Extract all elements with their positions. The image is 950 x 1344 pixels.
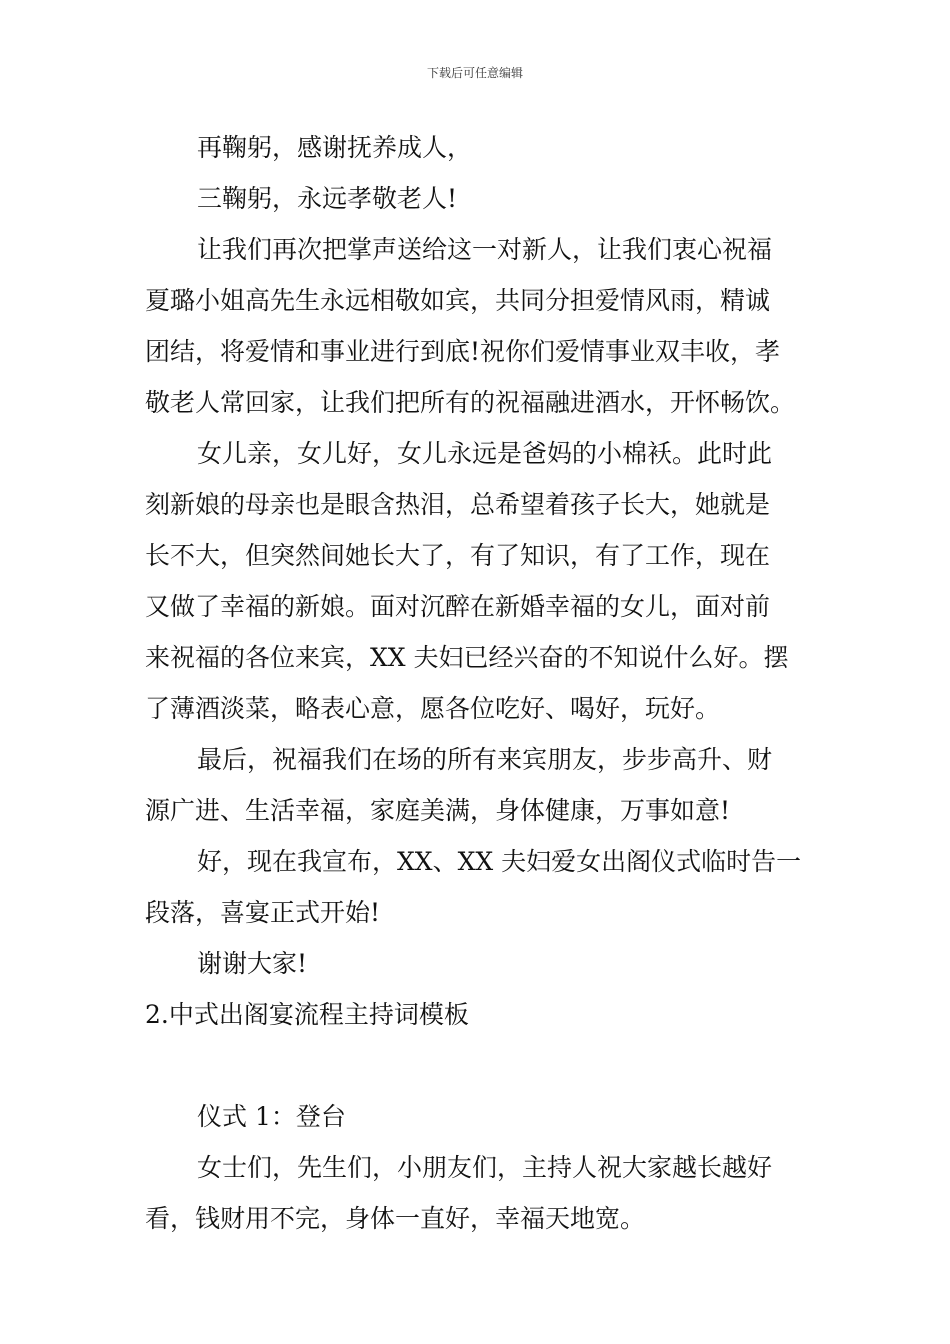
paragraph-line: 源广进、生活幸福，家庭美满，身体健康，万事如意! xyxy=(145,796,731,825)
paragraph-line: 让我们再次把掌声送给这一对新人，让我们衷心祝福 xyxy=(197,235,773,264)
paragraph-line: 来祝福的各位来宾，XX 夫妇已经兴奋的不知说什么好。摆 xyxy=(145,643,789,672)
blank-spacer xyxy=(145,1046,810,1097)
paragraph-line: 夏璐小姐高先生永远相敬如宾，共同分担爱情风雨，精诚 xyxy=(145,286,771,315)
paragraph-line: 刻新娘的母亲也是眼含热泪，总希望着孩子长大，她就是 xyxy=(145,490,771,519)
paragraph-line: 再鞠躬，感谢抚养成人， xyxy=(197,133,473,162)
ritual-title: 仪式 1：登台 xyxy=(197,1102,346,1131)
paragraph-line: 团结，将爱情和事业进行到底!祝你们爱情事业双丰收，孝 xyxy=(145,337,781,366)
paragraph-line: 了薄酒淡菜，略表心意，愿各位吃好、喝好，玩好。 xyxy=(145,694,721,723)
paragraph-line: 敬老人常回家，让我们把所有的祝福融进酒水，开怀畅饮。 xyxy=(145,388,796,417)
paragraph-line: 女士们，先生们，小朋友们，主持人祝大家越长越好 xyxy=(197,1153,773,1182)
paragraph-line: 又做了幸福的新娘。面对沉醉在新婚幸福的女儿，面对前 xyxy=(145,592,771,621)
paragraph-line: 三鞠躬，永远孝敬老人! xyxy=(197,184,458,213)
header-note: 下载后可任意编辑 xyxy=(426,66,523,80)
paragraph-line: 长不大，但突然间她长大了，有了知识，有了工作，现在 xyxy=(145,541,771,570)
paragraph-line: 段落，喜宴正式开始! xyxy=(145,898,381,927)
section-heading: 2.中式出阁宴流程主持词模板 xyxy=(145,1000,469,1029)
paragraph-line: 看，钱财用不完，身体一直好，幸福天地宽。 xyxy=(145,1204,646,1233)
paragraph-line: 最后，祝福我们在场的所有来宾朋友，步步高升、财 xyxy=(197,745,773,774)
paragraph-line: 好，现在我宣布，XX、XX 夫妇爱女出阁仪式临时告一 xyxy=(197,847,802,876)
paragraph-line: 谢谢大家! xyxy=(197,949,308,978)
document-body xyxy=(145,128,810,1250)
paragraph-line: 女儿亲，女儿好，女儿永远是爸妈的小棉袄。此时此 xyxy=(197,439,773,468)
